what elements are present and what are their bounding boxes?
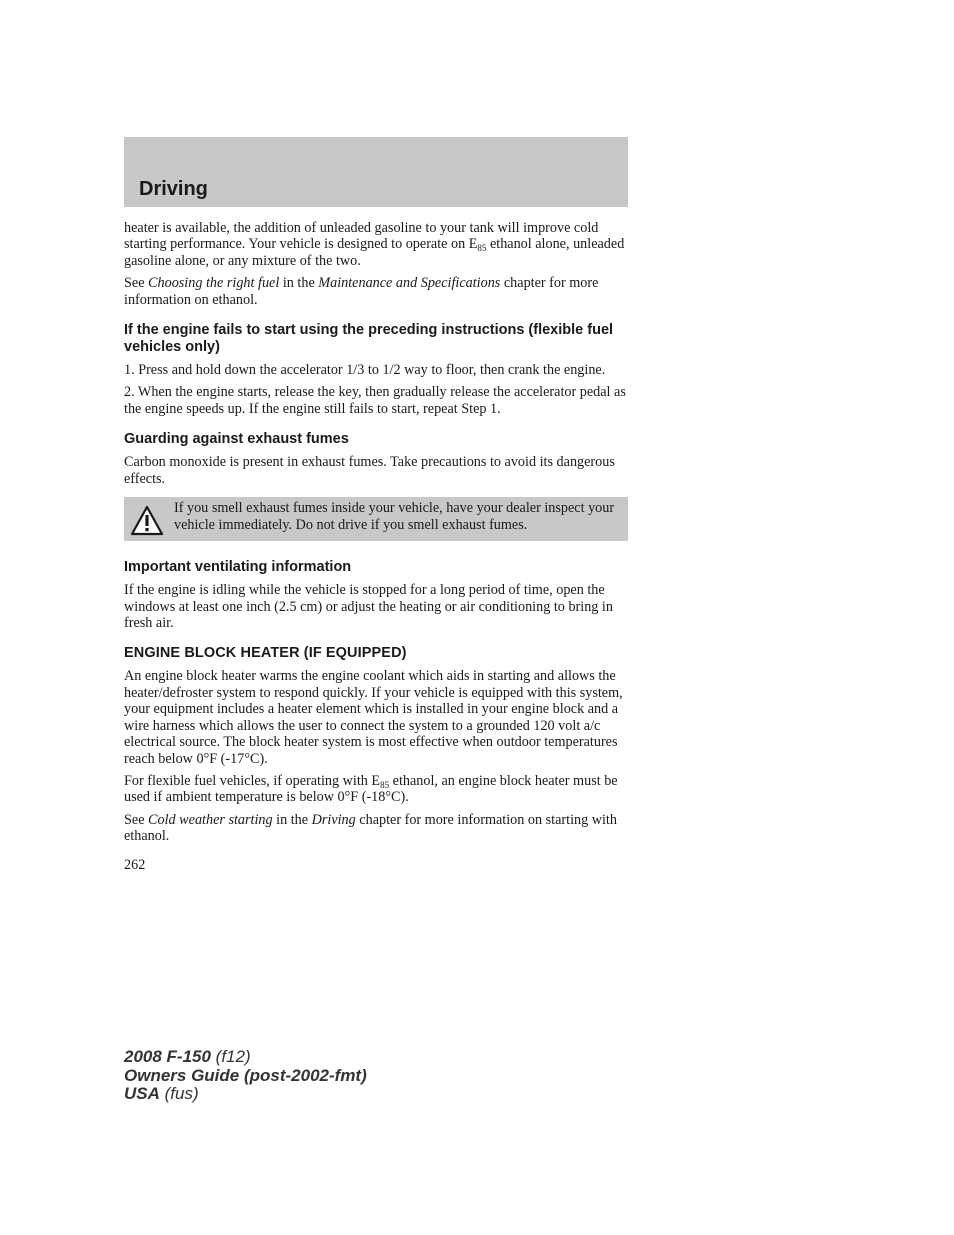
footer-model-code: (f12) [210, 1047, 251, 1066]
intro-text-part: ethanol alone, unleaded gasoline alone, or any mixture of the two. [124, 236, 625, 269]
engine-fails-heading: If the engine fails to start using the preceding instructions (flexible fuel vehicles only) [124, 322, 614, 356]
exhaust-fumes-heading: Guarding against exhaust fumes [124, 431, 349, 448]
reference-text: in the [272, 811, 312, 828]
fuel-reference-paragraph [124, 275, 628, 308]
chapter-title: Driving [139, 178, 208, 200]
e85-subscript: 85 [477, 243, 487, 254]
ventilating-heading: Important ventilating information [124, 559, 352, 576]
reference-text: chapter for more information on starting with ethanol. [124, 811, 617, 845]
e85-subscript: 85 [380, 779, 390, 790]
warning-triangle-icon [130, 505, 164, 537]
cold-weather-reference-paragraph [124, 812, 628, 845]
step-2: 2. When the engine starts, release the key, then gradually release the accelerator pedal as the engine speeds up. If the engine still fails to start, repeat Step 1. [124, 384, 626, 417]
flex-fuel-text: For flexible fuel vehicles, if operating with E [124, 772, 381, 789]
footer-line-market [124, 1085, 367, 1104]
page-number: 262 [124, 856, 146, 873]
reference-section-title: Cold weather starting [148, 811, 273, 828]
reference-section-title: Choosing the right fuel [148, 275, 280, 292]
flex-fuel-heater-paragraph [124, 773, 628, 806]
footer-line-model [124, 1048, 367, 1067]
footer-market: USA [124, 1084, 160, 1103]
carbon-monoxide-paragraph: Carbon monoxide is present in exhaust fumes. Take precautions to avoid its dangerous effects. [124, 454, 615, 487]
document-footer [124, 1048, 367, 1104]
chapter-header-band [124, 137, 628, 207]
footer-market-code: (fus) [159, 1084, 199, 1103]
reference-chapter-title: Maintenance and Specifications [318, 275, 501, 292]
warning-text: If you smell exhaust fumes inside your vehicle, have your dealer inspect your vehicle immediately. Do not drive if you smell exhaust fumes. [174, 500, 615, 533]
footer-line-guide [124, 1067, 367, 1086]
reference-text: See [124, 811, 149, 828]
ventilating-paragraph: If the engine is idling while the vehicle is stopped for a long period of time, open the windows at least one inch (2.5 cm) or adjust the heating or air conditioning to bring in fresh air. [124, 582, 613, 632]
intro-text-part: heater is available, the addition of unleaded gasoline to your tank will improve cold starting performance. Your vehicle is designed to operate on E [124, 220, 599, 253]
reference-chapter-title: Driving [311, 811, 356, 828]
warning-box [124, 497, 628, 541]
footer-model: 2008 F-150 [124, 1047, 211, 1066]
step-1: 1. Press and hold down the accelerator 1/3 to 1/2 way to floor, then crank the engine. [124, 362, 606, 379]
reference-text: chapter for more information on ethanol. [124, 275, 599, 308]
intro-paragraph [124, 220, 628, 269]
reference-text: See [124, 275, 149, 292]
block-heater-paragraph: An engine block heater warms the engine coolant which aids in starting and allows the heater/defroster system to respond quickly. If your vehicle is equipped with this system, your equipment includes a heater element which is installed in your engine block and a wire harness which allows the user to connect the system to a grounded 120 volt a/c electrical source. The block heater system is most effective when outdoor temperatures reach below 0°F (-17°C). [124, 668, 623, 767]
footer-guide: Owners Guide (post-2002-fmt) [124, 1065, 367, 1085]
flex-fuel-text: ethanol, an engine block heater must be used if ambient temperature is below 0°F (-18°C). [124, 772, 618, 806]
reference-text: in the [279, 275, 319, 292]
block-heater-heading: ENGINE BLOCK HEATER (IF EQUIPPED) [124, 645, 407, 662]
page-content [124, 220, 628, 874]
